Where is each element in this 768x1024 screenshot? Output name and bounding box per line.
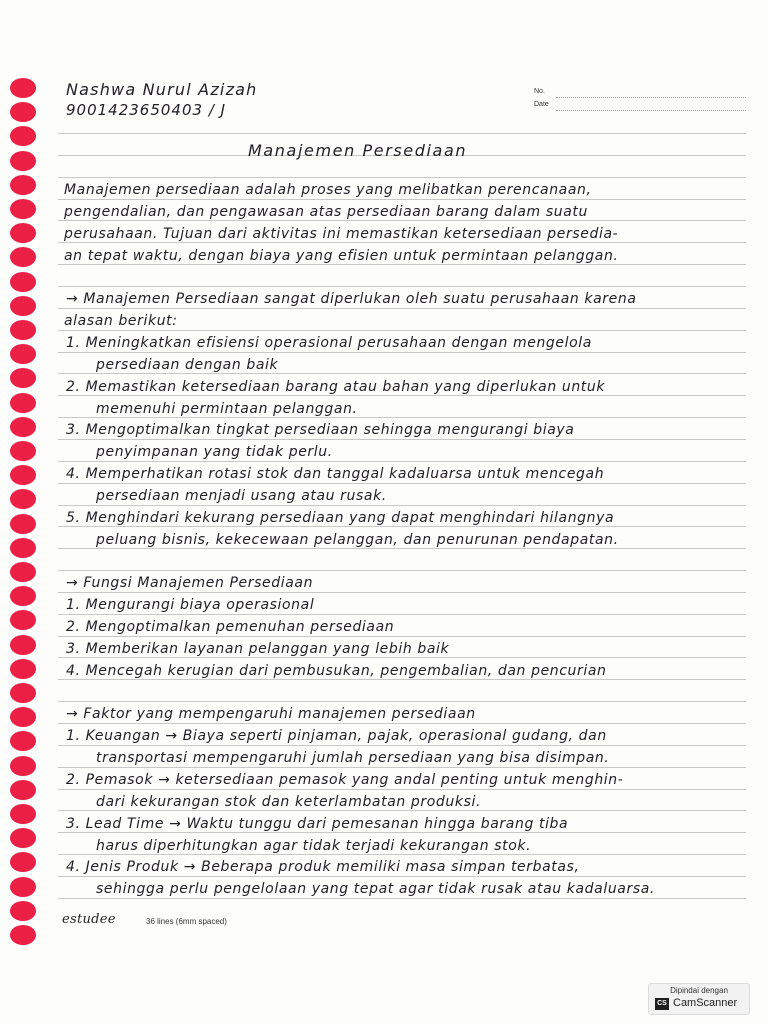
- ruled-line: [58, 373, 746, 374]
- no-label: No.: [534, 88, 545, 95]
- text-line: 4. Jenis Produk → Beberapa produk memiliki masa simpan terbatas,: [66, 859, 580, 876]
- date-label: Date: [534, 101, 549, 108]
- binder-hole: [10, 151, 36, 171]
- binder-hole: [10, 320, 36, 340]
- ruled-line: [58, 133, 746, 134]
- binder-hole: [10, 272, 36, 292]
- binder-hole: [10, 393, 36, 413]
- ruled-line: [58, 570, 746, 571]
- student-name: Nashwa Nurul Azizah: [66, 80, 258, 99]
- ruled-line: [58, 745, 746, 746]
- binder-hole: [10, 852, 36, 872]
- ruled-line: [58, 767, 746, 768]
- ruled-line: [58, 220, 746, 221]
- binder-hole: [10, 247, 36, 267]
- ruled-line: [58, 614, 746, 615]
- binder-hole: [10, 441, 36, 461]
- text-line: Manajemen persediaan adalah proses yang melibatkan perencanaan,: [64, 182, 592, 198]
- ruled-line: [58, 242, 746, 243]
- binder-hole: [10, 126, 36, 146]
- ruled-line: [58, 417, 746, 418]
- ruled-line: [58, 636, 746, 637]
- binder-hole: [10, 610, 36, 630]
- ruled-line: [58, 439, 746, 440]
- text-line: persediaan dengan baik: [96, 356, 279, 373]
- text-line: 2. Mengoptimalkan pemenuhan persediaan: [66, 619, 395, 635]
- ruled-line: [58, 286, 746, 287]
- text-line: → Fungsi Manajemen Persediaan: [66, 575, 314, 592]
- binder-hole: [10, 804, 36, 824]
- text-line: pengendalian, dan pengawasan atas persediaan barang dalam suatu: [64, 203, 588, 220]
- binder-hole: [10, 199, 36, 219]
- binder-hole: [10, 78, 36, 98]
- student-id: 9001423650403 / J: [66, 101, 227, 119]
- ruled-line: [58, 352, 746, 353]
- text-line: sehingga perlu pengelolaan yang tepat agar tidak rusak atau kadaluarsa.: [96, 881, 655, 898]
- ruled-line: [58, 876, 746, 877]
- text-line: 3. Mengoptimalkan tingkat persediaan sehingga mengurangi biaya: [66, 422, 575, 439]
- ruled-line: [58, 898, 746, 899]
- ruled-line: [58, 526, 746, 527]
- binder-hole: [10, 368, 36, 388]
- binder-hole: [10, 901, 36, 921]
- watermark-caption: Dipindai dengan: [670, 986, 728, 995]
- ruled-line: [58, 679, 746, 680]
- binder-hole: [10, 707, 36, 727]
- binder-hole: [10, 175, 36, 195]
- ruled-line: [58, 505, 746, 506]
- binder-hole: [10, 514, 36, 534]
- text-line: memenuhi permintaan pelanggan.: [96, 400, 358, 417]
- watermark-name: CamScanner: [673, 997, 738, 1009]
- lines-note: 36 lines (6mm spaced): [146, 917, 227, 926]
- text-line: 2. Memastikan ketersediaan barang atau bahan yang diperlukan untuk: [66, 378, 606, 395]
- ruled-line: [58, 548, 746, 549]
- ruled-line: [58, 723, 746, 724]
- date-line: [556, 110, 746, 111]
- page-title: Manajemen Persediaan: [248, 141, 468, 160]
- ruled-line: [58, 701, 746, 702]
- binder-hole: [10, 659, 36, 679]
- ruled-line: [58, 789, 746, 790]
- binder-hole: [10, 417, 36, 437]
- binder-hole: [10, 756, 36, 776]
- binder-hole: [10, 102, 36, 122]
- ruled-line: [58, 657, 746, 658]
- ruled-line: [58, 483, 746, 484]
- ruled-line: [58, 810, 746, 811]
- text-line: perusahaan. Tujuan dari aktivitas ini memastikan ketersediaan persedia-: [64, 225, 619, 242]
- binder-hole: [10, 828, 36, 848]
- text-line: peluang bisnis, kekecewaan pelanggan, dan penurunan pendapatan.: [96, 531, 619, 548]
- text-line: dari kekurangan stok dan keterlambatan produksi.: [96, 793, 482, 810]
- binder-hole: [10, 780, 36, 800]
- ruled-line: [58, 199, 746, 200]
- text-line: → Faktor yang mempengaruhi manajemen persediaan: [66, 706, 476, 723]
- text-line: 5. Menghindari kekurang persediaan yang dapat menghindari hilangnya: [66, 509, 615, 526]
- binder-hole: [10, 586, 36, 606]
- text-line: penyimpanan yang tidak perlu.: [96, 444, 333, 461]
- ruled-line: [58, 832, 746, 833]
- text-line: alasan berikut:: [64, 313, 178, 330]
- ruled-line: [58, 330, 746, 331]
- text-line: an tepat waktu, dengan biaya yang efisien untuk permintaan pelanggan.: [64, 247, 619, 264]
- text-line: persediaan menjadi usang atau rusak.: [96, 487, 387, 504]
- binder-hole: [10, 538, 36, 558]
- text-line: 1. Meningkatkan efisiensi operasional perusahaan dengan mengelola: [66, 335, 592, 351]
- binder-hole: [10, 344, 36, 364]
- binder-hole: [10, 562, 36, 582]
- text-line: 4. Mencegah kerugian dari pembusukan, pengembalian, dan pencurian: [66, 662, 607, 679]
- ruled-line: [58, 177, 746, 178]
- text-line: 1. Mengurangi biaya operasional: [66, 597, 315, 614]
- binder-hole: [10, 489, 36, 509]
- binder-hole: [10, 925, 36, 945]
- binder-hole: [10, 731, 36, 751]
- text-line: 3. Memberikan layanan pelanggan yang lebih baik: [66, 640, 450, 657]
- text-line: 2. Pemasok → ketersediaan pemasok yang andal penting untuk menghin-: [66, 772, 624, 788]
- text-line: 1. Keuangan → Biaya seperti pinjaman, pajak, operasional gudang, dan: [66, 728, 607, 745]
- text-line: → Manajemen Persediaan sangat diperlukan oleh suatu perusahaan karena: [66, 291, 637, 308]
- ruled-line: [58, 264, 746, 265]
- ruled-line: [58, 308, 746, 309]
- ruled-line: [58, 854, 746, 855]
- text-line: 3. Lead Time → Waktu tunggu dari pemesanan hingga barang tiba: [66, 815, 569, 832]
- binder-holes: [6, 70, 42, 940]
- binder-hole: [10, 877, 36, 897]
- text-line: harus diperhitungkan agar tidak terjadi kekurangan stok.: [96, 837, 532, 854]
- binder-hole: [10, 223, 36, 243]
- ruled-line: [58, 461, 746, 462]
- binder-hole: [10, 296, 36, 316]
- camscanner-logo-icon: CS: [655, 998, 669, 1010]
- no-line: [556, 97, 746, 98]
- binder-hole: [10, 465, 36, 485]
- binder-hole: [10, 683, 36, 703]
- binder-hole: [10, 635, 36, 655]
- text-line: transportasi mempengaruhi jumlah persediaan yang bisa disimpan.: [96, 750, 610, 767]
- ruled-line: [58, 592, 746, 593]
- notebook-brand: estudee: [62, 912, 116, 927]
- ruled-line: [58, 395, 746, 396]
- camscanner-watermark: [648, 983, 750, 1015]
- text-line: 4. Memperhatikan rotasi stok dan tanggal kadaluarsa untuk mencegah: [66, 466, 605, 483]
